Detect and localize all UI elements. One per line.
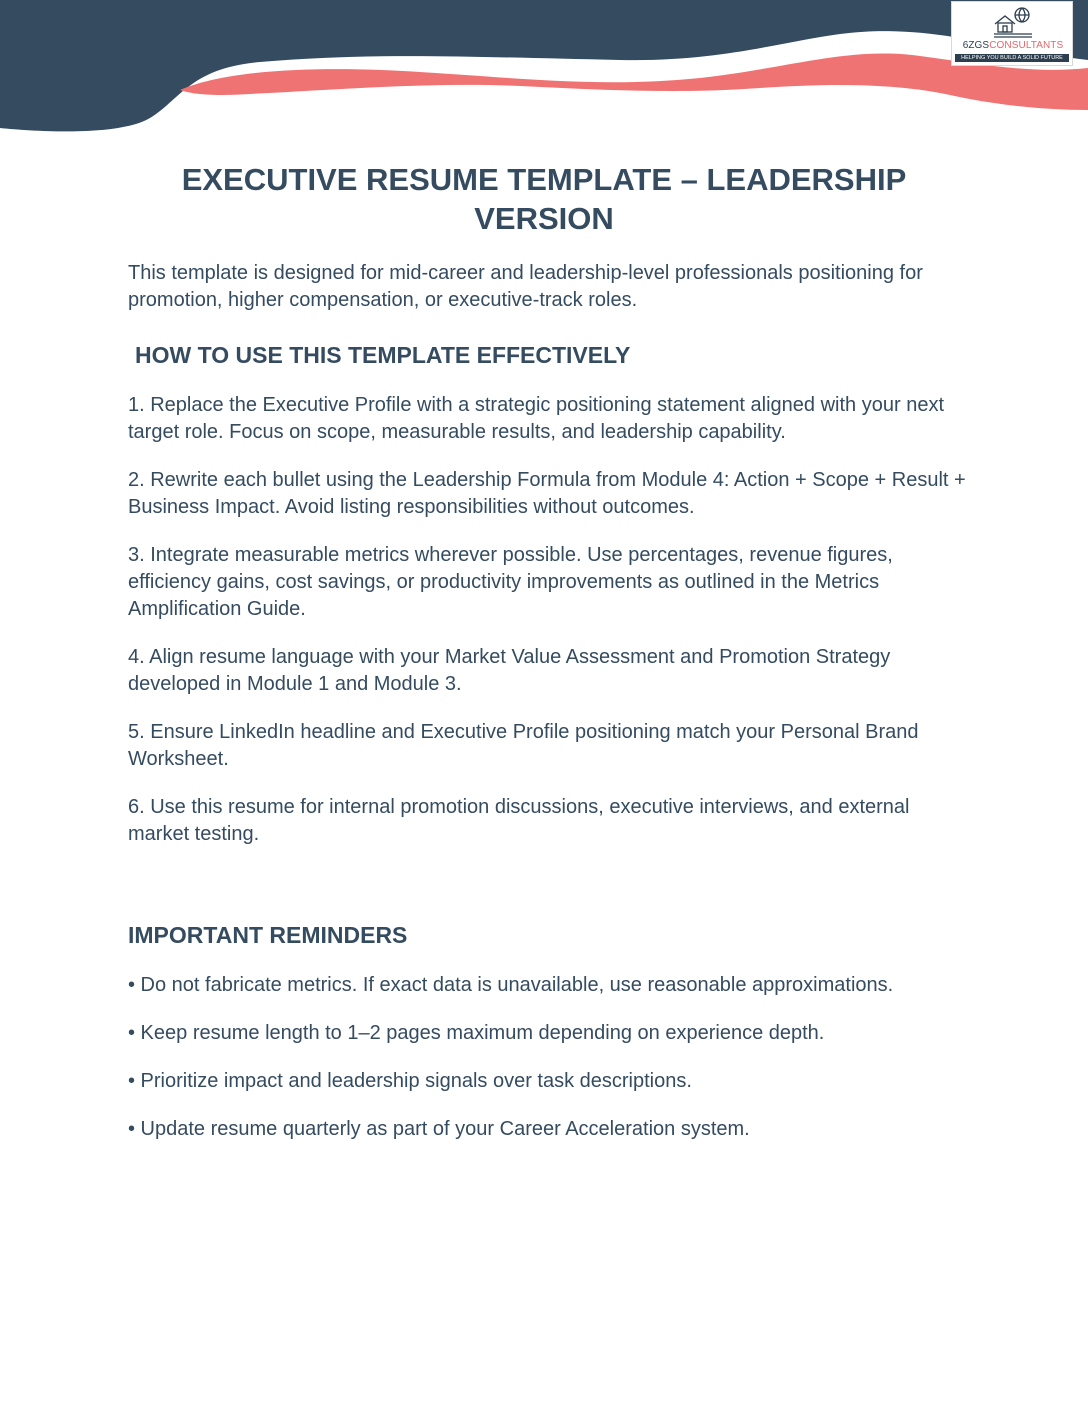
- logo-name-part1: 6ZGS: [962, 40, 990, 51]
- reminder-item: • Prioritize impact and leadership signals over task descriptions.: [128, 1070, 692, 1092]
- logo-wordmark: [952, 40, 1074, 52]
- reminder-item: • Keep resume length to 1–2 pages maximum depending on experience depth.: [128, 1022, 825, 1044]
- how-to-steps-list: [128, 392, 973, 869]
- step-item: 1. Replace the Executive Profile with a strategic positioning statement aligned with your next target role. Focus on scope, measurable results, and leadership capability.: [128, 394, 944, 443]
- step-item: 3. Integrate measurable metrics wherever possible. Use percentages, revenue figures, efficiency gains, cost savings, or productivity improvements as outlined in the Metrics Amplification Guide.: [128, 544, 893, 620]
- company-logo: [951, 1, 1073, 66]
- reminders-list: [128, 972, 973, 1164]
- reminder-item: • Update resume quarterly as part of your Career Acceleration system.: [128, 1118, 750, 1140]
- step-item: 4. Align resume language with your Market Value Assessment and Promotion Strategy developed in Module 1 and Module 3.: [128, 646, 891, 695]
- step-item: 6. Use this resume for internal promotion discussions, executive interviews, and external market testing.: [128, 796, 910, 845]
- reminders-heading: IMPORTANT REMINDERS: [128, 922, 408, 948]
- header-wave-decoration: [0, 0, 1088, 140]
- page-title: EXECUTIVE RESUME TEMPLATE – LEADERSHIP VERSION: [181, 162, 907, 236]
- how-to-heading: HOW TO USE THIS TEMPLATE EFFECTIVELY: [135, 342, 631, 368]
- intro-paragraph: This template is designed for mid-career and leadership-level professionals positioning for promotion, higher compensation, or executive-track roles.: [128, 262, 923, 311]
- reminder-item: • Do not fabricate metrics. If exact data is unavailable, use reasonable approximations.: [128, 974, 894, 996]
- step-item: 2. Rewrite each bullet using the Leadership Formula from Module 4: Action + Scope + Result + Business Impact. Avoid listing responsibilities without outcomes.: [128, 469, 966, 518]
- logo-tagline: HELPING YOU BUILD A SOLID FUTURE: [955, 54, 1069, 62]
- house-globe-book-icon: [992, 4, 1034, 40]
- step-item: 5. Ensure LinkedIn headline and Executive Profile positioning match your Personal Brand Worksheet.: [128, 721, 919, 770]
- logo-name-part2: CONSULTANTS: [989, 40, 1064, 51]
